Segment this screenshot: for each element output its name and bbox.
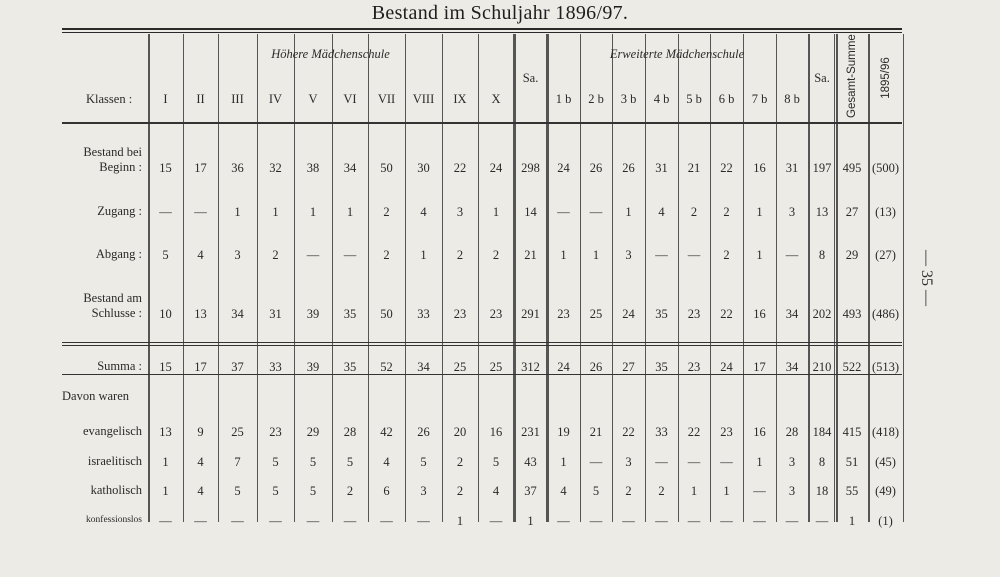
table-cell: 1 bbox=[723, 484, 730, 498]
table-cell: 5 bbox=[272, 484, 279, 498]
table-cell: 37 bbox=[524, 484, 537, 498]
table-cell: — bbox=[655, 248, 668, 262]
table-cell: 25 bbox=[453, 360, 467, 374]
column-divider bbox=[478, 34, 479, 522]
table-cell: 10 bbox=[159, 307, 172, 321]
table-cell: 9 bbox=[197, 425, 204, 439]
column-divider bbox=[710, 34, 711, 522]
column-divider bbox=[442, 34, 443, 522]
table-cell: 23 bbox=[687, 360, 701, 374]
table-cell: 22 bbox=[720, 161, 733, 175]
column-divider bbox=[405, 34, 406, 522]
table-cell: — bbox=[194, 514, 207, 528]
column-divider bbox=[612, 34, 613, 522]
table-cell: 26 bbox=[589, 360, 603, 374]
table-cell: 522 bbox=[842, 360, 862, 374]
table-cell: 33 bbox=[269, 360, 282, 374]
table-cell: 21 bbox=[687, 161, 701, 175]
column-header: 5 b bbox=[686, 92, 702, 106]
table-cell: (1) bbox=[878, 514, 893, 528]
table-cell: (27) bbox=[875, 248, 896, 262]
column-header: III bbox=[231, 92, 244, 106]
table-cell: 14 bbox=[524, 205, 537, 219]
table-cell: 5 bbox=[309, 484, 317, 498]
table-cell: 5 bbox=[592, 484, 600, 498]
table-cell: 13 bbox=[194, 307, 207, 321]
table-cell: 50 bbox=[380, 161, 393, 175]
table-cell: 2 bbox=[383, 205, 390, 219]
table-cell: 2 bbox=[625, 484, 632, 498]
table-cell: 5 bbox=[162, 248, 169, 262]
table-cell: 20 bbox=[453, 425, 467, 439]
table-cell: 1 bbox=[162, 455, 169, 469]
table-cell: — bbox=[380, 514, 393, 528]
column-header: 8 b bbox=[784, 92, 800, 106]
page-title: Bestand im Schuljahr 1896/97. bbox=[371, 2, 629, 24]
table-cell: — bbox=[687, 248, 701, 262]
table-cell: 1 bbox=[560, 455, 567, 469]
column-header: 3 b bbox=[620, 92, 637, 106]
table-cell: 35 bbox=[655, 360, 668, 374]
table-cell: 30 bbox=[417, 161, 430, 175]
row-label: katholisch bbox=[90, 483, 142, 497]
column-divider bbox=[836, 34, 838, 522]
table-cell: 25 bbox=[489, 360, 503, 374]
table-cell: 415 bbox=[842, 425, 862, 439]
davon-label: Davon waren bbox=[62, 389, 129, 403]
table-cell: — bbox=[589, 205, 603, 219]
column-divider bbox=[183, 34, 184, 522]
table-cell: — bbox=[417, 514, 430, 528]
table-cell: 184 bbox=[812, 425, 832, 439]
column-divider bbox=[580, 34, 581, 522]
table-cell: 50 bbox=[380, 307, 393, 321]
table-cell: 1 bbox=[756, 248, 763, 262]
table-cell: 1 bbox=[756, 455, 763, 469]
summa-rule-top bbox=[62, 342, 902, 343]
table-cell: 22 bbox=[453, 161, 467, 175]
table-cell: 493 bbox=[842, 307, 862, 321]
column-divider bbox=[678, 34, 679, 522]
column-divider bbox=[776, 34, 777, 522]
table-cell: 1 bbox=[272, 205, 279, 219]
row-label: Abgang : bbox=[95, 247, 142, 261]
row-label: israelitisch bbox=[87, 454, 142, 468]
column-divider bbox=[257, 34, 258, 522]
table-cell: 37 bbox=[231, 360, 244, 374]
row-label: Bestand am bbox=[83, 291, 142, 305]
table-cell: 2 bbox=[658, 484, 665, 498]
summa-rule-top2 bbox=[62, 345, 902, 346]
table-cell: 8 bbox=[818, 248, 826, 262]
column-header: 2 b bbox=[588, 92, 604, 106]
table-cell: 7 bbox=[234, 455, 241, 469]
table-cell: 5 bbox=[309, 455, 317, 469]
table-cell: 25 bbox=[231, 425, 244, 439]
table-cell: 13 bbox=[815, 205, 829, 219]
table-cell: 16 bbox=[489, 425, 503, 439]
table-cell: 1 bbox=[456, 514, 464, 528]
table-cell: 24 bbox=[622, 307, 635, 321]
column-header: 1895/96 bbox=[879, 57, 892, 99]
table-cell: 43 bbox=[524, 455, 537, 469]
top-rule-thin bbox=[62, 32, 902, 33]
table-cell: 3 bbox=[788, 484, 796, 498]
column-divider bbox=[808, 34, 810, 522]
group-hoehere: Höhere Mädchenschule bbox=[271, 47, 390, 61]
table-cell: 19 bbox=[557, 425, 570, 439]
table-cell: 36 bbox=[231, 161, 244, 175]
table-cell: 25 bbox=[589, 307, 603, 321]
table-cell: — bbox=[159, 205, 172, 219]
table-cell: 4 bbox=[658, 205, 665, 219]
table-cell: — bbox=[785, 248, 799, 262]
table-cell: 29 bbox=[306, 425, 320, 439]
column-divider bbox=[868, 34, 870, 522]
table-cell: 31 bbox=[269, 307, 282, 321]
table-cell: 298 bbox=[521, 161, 540, 175]
table-cell: — bbox=[557, 514, 570, 528]
table-cell: 39 bbox=[306, 307, 320, 321]
table-cell: 2 bbox=[456, 248, 464, 262]
table-cell: 34 bbox=[343, 161, 357, 175]
table-cell: 32 bbox=[269, 161, 282, 175]
table-cell: 1 bbox=[346, 205, 354, 219]
table-cell: — bbox=[194, 205, 207, 219]
table-cell: — bbox=[589, 455, 603, 469]
table-cell: 31 bbox=[655, 161, 668, 175]
table-cell: 291 bbox=[521, 307, 540, 321]
table-cell: — bbox=[622, 514, 635, 528]
table-cell: — bbox=[343, 514, 357, 528]
table-cell: 1 bbox=[848, 514, 856, 528]
table-cell: 23 bbox=[557, 307, 570, 321]
row-label: Zugang : bbox=[97, 204, 142, 218]
table-cell: (500) bbox=[871, 161, 900, 175]
table-cell: 24 bbox=[557, 161, 570, 175]
table-cell: 22 bbox=[720, 307, 733, 321]
table-cell: 22 bbox=[687, 425, 701, 439]
table-cell: 3 bbox=[788, 455, 796, 469]
table-cell: 312 bbox=[521, 360, 540, 374]
table-cell: 23 bbox=[453, 307, 467, 321]
column-header: I bbox=[163, 92, 168, 106]
table-cell: (486) bbox=[871, 307, 900, 321]
table-cell: — bbox=[159, 514, 172, 528]
table-cell: 33 bbox=[417, 307, 430, 321]
table-cell: 1 bbox=[690, 484, 698, 498]
page-number bbox=[910, 238, 940, 318]
table-cell: 3 bbox=[625, 455, 632, 469]
table-cell: 27 bbox=[622, 360, 635, 374]
table-cell: 29 bbox=[845, 248, 859, 262]
table-cell: 4 bbox=[560, 484, 567, 498]
table-cell: — bbox=[687, 455, 701, 469]
column-header: Sa. bbox=[814, 71, 830, 85]
table-cell: 31 bbox=[785, 161, 799, 175]
table-cell: 16 bbox=[753, 161, 766, 175]
header-rule bbox=[62, 122, 902, 124]
table-cell: 231 bbox=[521, 425, 540, 439]
column-divider bbox=[368, 34, 369, 522]
table-cell: 3 bbox=[456, 205, 464, 219]
table-cell: — bbox=[655, 455, 668, 469]
table-cell: 5 bbox=[492, 455, 500, 469]
table-cell: 22 bbox=[622, 425, 635, 439]
table-cell: 39 bbox=[306, 360, 320, 374]
column-header: IX bbox=[453, 92, 467, 106]
table-cell: 24 bbox=[720, 360, 733, 374]
column-divider bbox=[218, 34, 219, 522]
summa-rule-bottom bbox=[62, 374, 902, 375]
table-cell: — bbox=[557, 205, 570, 219]
header-row-label: Klassen : bbox=[86, 92, 133, 106]
table-cell: 24 bbox=[489, 161, 503, 175]
column-header: VI bbox=[343, 92, 357, 106]
table-cell: 2 bbox=[383, 248, 390, 262]
table-cell: 35 bbox=[343, 307, 357, 321]
column-divider bbox=[513, 34, 514, 522]
table-cell: 55 bbox=[845, 484, 859, 498]
table-cell: 1 bbox=[234, 205, 241, 219]
row-label: Bestand bei bbox=[83, 145, 142, 159]
table-cell: — bbox=[343, 248, 357, 262]
table-cell: 21 bbox=[524, 248, 537, 262]
column-header: X bbox=[491, 92, 501, 106]
column-header: 6 b bbox=[718, 92, 735, 106]
column-header: 4 b bbox=[653, 92, 670, 106]
table-cell: 2 bbox=[456, 484, 464, 498]
table-cell: 16 bbox=[753, 307, 766, 321]
row-label: konfessionslos bbox=[86, 515, 142, 525]
table-cell: 2 bbox=[690, 205, 698, 219]
table-cell: 2 bbox=[272, 248, 279, 262]
table-cell: 34 bbox=[231, 307, 244, 321]
table-cell: 17 bbox=[194, 161, 207, 175]
table-cell: 26 bbox=[589, 161, 603, 175]
table-cell: 8 bbox=[818, 455, 826, 469]
column-divider bbox=[148, 34, 150, 522]
table-cell: — bbox=[231, 514, 244, 528]
table-cell: 23 bbox=[489, 307, 503, 321]
table-cell: 21 bbox=[589, 425, 603, 439]
table-cell: 2 bbox=[723, 205, 730, 219]
table-cell: 5 bbox=[234, 484, 241, 498]
table-cell: 3 bbox=[420, 484, 427, 498]
table-cell: 15 bbox=[159, 161, 172, 175]
column-header: 1 b bbox=[555, 92, 572, 106]
table-cell: (13) bbox=[875, 205, 896, 219]
table-cell: 1 bbox=[420, 248, 427, 262]
table-cell: 1 bbox=[625, 205, 632, 219]
table-cell: 34 bbox=[785, 307, 799, 321]
table-cell: — bbox=[655, 514, 668, 528]
table-cell: 4 bbox=[383, 455, 390, 469]
column-divider bbox=[743, 34, 744, 522]
table-cell: 18 bbox=[815, 484, 829, 498]
column-divider bbox=[294, 34, 295, 522]
table-cell: 495 bbox=[842, 161, 862, 175]
table-cell: — bbox=[753, 514, 766, 528]
table-cell: 4 bbox=[197, 455, 204, 469]
table-cell: 1 bbox=[309, 205, 317, 219]
column-divider bbox=[514, 34, 516, 522]
table-cell: 35 bbox=[655, 307, 668, 321]
table-cell: 38 bbox=[306, 161, 320, 175]
table-cell: 4 bbox=[197, 248, 204, 262]
table-cell: 1 bbox=[756, 205, 763, 219]
table-cell: 3 bbox=[625, 248, 632, 262]
table-cell: 27 bbox=[845, 205, 859, 219]
table-cell: 1 bbox=[162, 484, 169, 498]
column-divider bbox=[332, 34, 333, 522]
table-cell: 51 bbox=[845, 455, 859, 469]
table-cell: 2 bbox=[492, 248, 500, 262]
table-cell: 4 bbox=[492, 484, 500, 498]
table-cell: 2 bbox=[456, 455, 464, 469]
table-cell: 6 bbox=[383, 484, 390, 498]
table-cell: — bbox=[720, 514, 733, 528]
row-label: Summa : bbox=[97, 359, 142, 373]
row-label: Schlusse : bbox=[91, 306, 142, 320]
column-header: II bbox=[196, 92, 205, 106]
table-cell: — bbox=[753, 484, 766, 498]
table-cell: — bbox=[489, 514, 503, 528]
top-rule bbox=[62, 28, 902, 30]
table-cell: 23 bbox=[269, 425, 282, 439]
column-divider bbox=[834, 34, 835, 522]
column-header: 7 b bbox=[751, 92, 768, 106]
column-header: Sa. bbox=[522, 71, 539, 85]
table-cell: 2 bbox=[723, 248, 730, 262]
table-cell: 13 bbox=[159, 425, 172, 439]
table-cell: 1 bbox=[592, 248, 600, 262]
column-header: Gesamt-Summe bbox=[846, 34, 858, 118]
table-cell: 2 bbox=[346, 484, 354, 498]
table-cell: 4 bbox=[420, 205, 427, 219]
table-cell: 5 bbox=[420, 455, 427, 469]
table-cell: (45) bbox=[875, 455, 896, 469]
table-cell: 15 bbox=[159, 360, 172, 374]
table-cell: 3 bbox=[234, 248, 241, 262]
table-cell: 28 bbox=[343, 425, 357, 439]
table-cell: 24 bbox=[557, 360, 570, 374]
table-cell: 23 bbox=[720, 425, 733, 439]
table-cell: 52 bbox=[380, 360, 393, 374]
table-cell: 33 bbox=[655, 425, 668, 439]
column-header: V bbox=[308, 92, 318, 106]
table-cell: — bbox=[720, 455, 733, 469]
table-cell: — bbox=[306, 514, 320, 528]
table-cell: — bbox=[785, 514, 799, 528]
table-cell: 202 bbox=[812, 307, 832, 321]
table-cell: 5 bbox=[272, 455, 279, 469]
table-cell: 35 bbox=[343, 360, 357, 374]
table-cell: 26 bbox=[417, 425, 430, 439]
table-cell: 210 bbox=[812, 360, 832, 374]
table-cell: 3 bbox=[788, 205, 796, 219]
table-cell: 17 bbox=[753, 360, 766, 374]
row-label: evangelisch bbox=[82, 424, 142, 438]
table-cell: — bbox=[589, 514, 603, 528]
svg-text:— 35 —: — 35 — bbox=[918, 250, 935, 306]
row-label: Beginn : bbox=[99, 160, 142, 174]
table-cell: — bbox=[269, 514, 282, 528]
column-divider bbox=[546, 34, 547, 522]
table-cell: (49) bbox=[875, 484, 896, 498]
table-cell: 34 bbox=[785, 360, 799, 374]
table-cell: 1 bbox=[560, 248, 567, 262]
table-cell: 23 bbox=[687, 307, 701, 321]
column-header: VIII bbox=[412, 92, 435, 106]
table-cell: 26 bbox=[622, 161, 635, 175]
table-cell: 197 bbox=[812, 161, 832, 175]
table-cell: — bbox=[306, 248, 320, 262]
column-divider bbox=[547, 34, 549, 522]
table-cell: — bbox=[815, 514, 829, 528]
table-cell: 1 bbox=[527, 514, 534, 528]
table-cell: 16 bbox=[753, 425, 766, 439]
table-cell: (513) bbox=[871, 360, 900, 374]
column-divider bbox=[645, 34, 646, 522]
table-cell: (418) bbox=[871, 425, 900, 439]
table-cell: — bbox=[687, 514, 701, 528]
group-erweiterte: Erweiterte Mädchenschule bbox=[609, 47, 745, 61]
column-header: IV bbox=[268, 92, 283, 106]
column-divider bbox=[903, 34, 904, 522]
table-cell: 4 bbox=[197, 484, 204, 498]
table-cell: 5 bbox=[346, 455, 354, 469]
column-header: VII bbox=[377, 92, 396, 106]
table-cell: 1 bbox=[492, 205, 500, 219]
table-cell: 34 bbox=[417, 360, 430, 374]
table-cell: 42 bbox=[380, 425, 393, 439]
table-cell: 28 bbox=[785, 425, 799, 439]
table-cell: 17 bbox=[194, 360, 207, 374]
